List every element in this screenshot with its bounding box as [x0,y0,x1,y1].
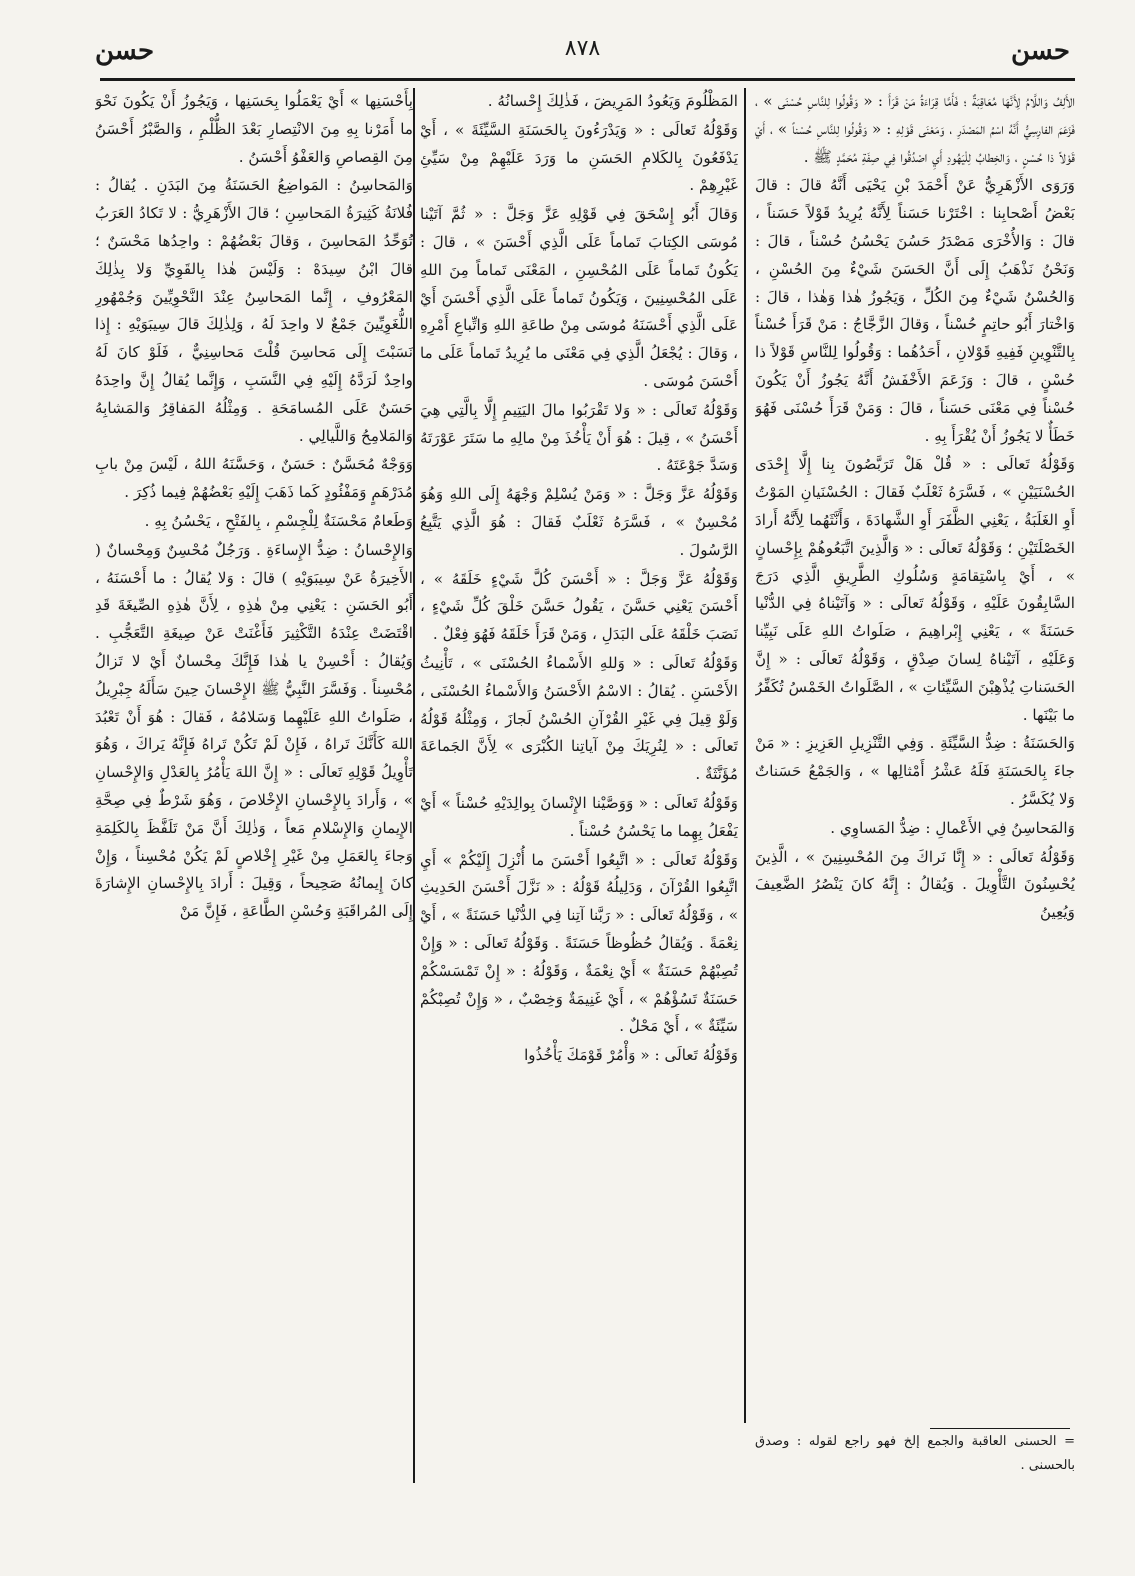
paragraph: وَقَوْلُهُ تَعالَى : « وَأْمُرْ قَوْمَكَ يَأْخُذُوا [524,1046,738,1065]
footnote: = الحسنى العاقبة والجمع إلخ فهو راجع لقوله : وصدق بالحسنى . [755,1434,1075,1473]
paragraph: وَقَوْلُهُ تَعالَى : « وَيَدْرَءُونَ بِالحَسَنَةِ السَّيِّئَةَ » ، أَيْ يَدْفَعُونَ بِالكَلامِ الحَسَنِ ما وَرَدَ عَلَيْهِمْ مِنْ سَيِّئِ غَيْرِهِمْ . [420,120,738,195]
running-head-left-word: حسن [95,36,155,66]
column-middle [420,88,738,1483]
column-left [95,88,413,1483]
paragraph: وَالمَحاسِنُ فِي الأَعْمالِ : ضِدُّ المَساوِي . [830,818,1075,837]
paragraph: وَقَوْلُهُ عَزَّ وَجَلَّ : « أَحْسَنَ كُلَّ شَيْءٍ خَلَقَهُ » ، أَحْسَنَ يَعْنِي حَسَّنَ ، يَقُولُ حَسَّنَ خَلْقَ كُلِّ شَيْءٍ ، نَصَبَ خَلْقَهُ عَلَى البَدَلِ ، وَمَنْ قَرَأَ خَلَقَهُ فَهُوَ فِعْلٌ . [420,569,738,644]
paragraph: وَالمَحاسِنُ : المَواضِعُ الحَسَنَةُ مِنَ البَدَنِ . يُقالُ : فُلانَةُ كَثِيرَةُ المَحاسِنِ ؛ قالَ الأَزْهَرِيُّ : لا تَكادُ العَرَبُ تُوَحِّدُ المَحاسِنَ ، وَقالَ بَعْضُهُمْ : واحِدُها مَحْسَنٌ ؛ قالَ ابْنُ سِيدَهْ : وَلَيْسَ هٰذا بِالقَوِيِّ وَلا بِذٰلِكَ المَعْرُوفِ ، إِنَّما المَحاسِنُ عِنْدَ النَّحْوِيِّينَ وَجُمْهُورِ اللُّغَوِيِّينَ جَمْعٌ لا واحِدَ لَهُ ، وَلِذٰلِكَ قالَ سِيبَوَيْهِ : إِذا نَسَبْتَ إِلَى مَحاسِنَ قُلْتَ مَحاسِنِيٌّ ، فَلَوْ كانَ لَهُ واحِدٌ لَرَدَّهُ إِلَيْهِ فِي النَّسَبِ ، وَإِنَّما يُقالُ إِنَّ واحِدَهُ حَسَنٌ عَلَى المُسامَحَةِ . وَمِثْلُهُ المَفاقِرُ وَالمَشابِهُ وَالمَلامِحُ وَاللَّيالِي . [95,176,413,445]
paragraph: وَوَجْهٌ مُحَسَّنٌ : حَسَنٌ ، وَحَسَّنَهُ اللهُ ، لَيْسَ مِنْ بابِ مُدَرْهَمٍ وَمَفْئُودٍ كَما ذَهَبَ إِلَيْهِ بَعْضُهُمْ فِيما ذُكِرَ . [95,455,413,502]
running-head-right-word: حسن [1010,36,1070,66]
paragraph: وَقَوْلُهُ تَعالَى : « وَللهِ الأَسْماءُ الحُسْنَى » ، تَأْنِيثُ الأَحْسَنِ . يُقالُ : الاسْمُ الأَحْسَنُ وَالأَسْماءُ الحُسْنَى ، وَلَوْ قِيلَ فِي غَيْرِ القُرْآنِ الحُسْنُ لَجازَ ، وَمِثْلُهُ قَوْلُهُ تَعالَى : « لِنُرِيَكَ مِنْ آياتِنا الكُبْرَى » لِأَنَّ الجَماعَةَ مُؤَنَّثَةٌ . [420,653,738,784]
column-rule [413,88,415,1483]
paragraph: وَرَوَى الأَزْهَرِيُّ عَنْ أَحْمَدَ بْنِ يَحْيَى أَنَّهُ قالَ : قالَ بَعْضُ أَصْحابِنا : اخْتَرْنا حَسَناً لِأَنَّهُ يُرِيدُ قَوْلاً حَسَناً ، قالَ : وَالأُخْرَى مَصْدَرُ حَسُنَ يَحْسُنُ حُسْناً ، قالَ : وَنَحْنُ نَذْهَبُ إِلَى أَنَّ الحَسَنَ شَيْءٌ مِنَ الحُسْنِ ، وَالحُسْنُ شَيْءٌ مِنَ الكُلِّ ، وَيَجُوزُ هٰذا وَهٰذا ، قالَ : وَاخْتارَ أَبُو حاتِمٍ حُسْناً ، وَقالَ الزَّجَّاجُ : مَنْ قَرَأَ حُسْناً بِالتَّنْوِينِ فَفِيهِ قَوْلانِ ، أَحَدُهُما : وَقُولُوا لِلنَّاسِ قَوْلاً ذا حُسْنٍ ، قالَ : وَزَعَمَ الأَخْفَشُ أَنَّهُ يَجُوزُ أَنْ يَكُونَ حُسْناً فِي مَعْنَى حَسَناً ، قالَ : وَمَنْ قَرَأَ حُسْنَى فَهُوَ خَطَأٌ لا يَجُوزُ أَنْ يُقْرَأَ بِهِ . [755,176,1075,445]
paragraph: الأَلِفُ وَاللَّامُ لِأَنَّهَا مُعَاقِبَةٌ ؛ فَأَمَّا قِرَاءَةُ مَنْ قَرَأَ : « وَقُولُوا لِلنَّاسِ حُسْنَى » ، فَزَعَمَ الفارِسِيُّ أَنَّهُ اسْمُ المَصْدَرِ ، وَمَعْنَى قَوْلِهِ : « وَقُولُوا لِلنَّاسِ حُسْناً » ، أَيْ قَوْلاً ذا حُسْنٍ ، وَالخِطابُ لِلْيَهُودِ أَيِ اصْدُقُوا فِي صِفَةِ مُحَمَّدٍ ﷺ . [755,92,1075,166]
paragraph: وَالحَسَنَةُ : ضِدُّ السَّيِّئَةِ . وَفِي التَّنْزِيلِ العَزِيزِ : « مَنْ جاءَ بِالحَسَنَةِ فَلَهُ عَشْرُ أَمْثالِها » ، وَالجَمْعُ حَسَناتٌ وَلا يُكَسَّرُ . [755,734,1075,808]
paragraph: وَقَوْلُهُ تَعالَى : « اتَّبِعُوا أَحْسَنَ ما أُنْزِلَ إِلَيْكُمْ » أَيِ اتَّبِعُوا القُرْآنَ ، وَدَلِيلُهُ قَوْلُهُ : « نَزَّلَ أَحْسَنَ الحَدِيثِ » ، وَقَوْلُهُ تَعالَى : « رَبَّنا آتِنا فِي الدُّنْيا حَسَنَةً » ، أَيْ نِعْمَةً . وَيُقالُ حُظُوظاً حَسَنَةً . وَقَوْلُهُ تَعالَى : « وَإِنْ تُصِبْهُمْ حَسَنَةٌ » أَيْ نِعْمَةٌ ، وَقَوْلُهُ : « إِنْ تَمْسَسْكُمْ حَسَنَةٌ تَسُؤْهُمْ » ، أَيْ غَنِيمَةٌ وَخِصْبٌ ، « وَإِنْ تُصِبْكُمْ سَيِّئَةٌ » ، أَيْ مَحْلٌ . [420,850,738,1036]
paragraph: وَقَوْلُهُ تَعالَى : « وَلا تَقْرَبُوا مالَ اليَتِيمِ إِلَّا بِالَّتِي هِيَ أَحْسَنُ » ، قِيلَ : هُوَ أَنْ يَأْخُذَ مِنْ مالِهِ ما سَتَرَ عَوْرَتَهُ وَسَدَّ جَوْعَتَهُ . [420,400,738,475]
column-rule [744,88,746,1423]
paragraph: المَظْلُومَ وَيَعُودُ المَرِيضَ ، فَذٰلِكَ إِحْسانُهُ . [487,92,738,110]
header-rule [100,78,1075,81]
paragraph: وَقَوْلُهُ تَعالَى : « قُلْ هَلْ تَرَبَّصُونَ بِنا إِلَّا إِحْدَى الحُسْنَيَيْنِ » ، فَسَّرَهُ ثَعْلَبٌ فَقالَ : الحُسْنَيانِ المَوْتُ أَوِ الغَلَبَةُ ، يَعْنِي الظَّفَرَ أَوِ الشَّهادَةَ ، وَأَنَّثَهُما لِأَنَّهُ أَرادَ الخَصْلَتَيْنِ ؛ وَقَوْلُهُ تَعالَى : « وَالَّذِينَ اتَّبَعُوهُمْ بِإِحْسانٍ » ، أَيْ بِاسْتِقامَةٍ وَسُلُوكِ الطَّرِيقِ الَّذِي دَرَجَ السَّابِقُونَ عَلَيْهِ ، وَقَوْلُهُ تَعالَى : « وَآتَيْناهُ فِي الدُّنْيا حَسَنَةً » ، يَعْنِي إِبْراهِيمَ ، صَلَواتُ اللهِ عَلَى نَبِيِّنا وَعَلَيْهِ ، آتَيْناهُ لِسانَ صِدْقٍ ، وَقَوْلُهُ تَعالَى : « إِنَّ الحَسَناتِ يُذْهِبْنَ السَّيِّئاتِ » ، الصَّلَواتُ الخَمْسُ تُكَفِّرُ ما بَيْنَها . [755,455,1075,724]
page-number: ٨٧٨ [564,36,601,61]
paragraph: وَقَوْلُهُ تَعالَى : « وَوَصَّيْنا الإِنْسانَ بِوالِدَيْهِ حُسْناً » أَيْ يَفْعَلُ بِهِما ما يَحْسُنُ حُسْناً . [420,793,738,840]
paragraph: وَقَوْلُهُ تَعالَى : « إِنَّا نَراكَ مِنَ المُحْسِنِينَ » ، الَّذِينَ يُحْسِنُونَ التَّأْوِيلَ . وَيُقالُ : إِنَّهُ كانَ يَنْصُرُ الضَّعِيفَ وَيُعِينُ [755,847,1075,922]
paragraph: وَقالَ أَبُو إِسْحَقَ فِي قَوْلِهِ عَزَّ وَجَلَّ : « ثُمَّ آتَيْنا مُوسَى الكِتابَ تَماماً عَلَى الَّذِي أَحْسَنَ » ، قالَ : يَكُونُ تَماماً عَلَى المُحْسِنِ ، المَعْنَى تَماماً مِنَ اللهِ عَلَى المُحْسِنِينَ ، وَيَكُونُ تَماماً عَلَى الَّذِي أَحْسَنَ أَيْ عَلَى الَّذِي أَحْسَنَهُ مُوسَى مِنْ طاعَةِ اللهِ وَاتِّباعِ أَمْرِهِ ، وَقالَ : يُجْعَلُ الَّذِي فِي مَعْنَى ما يُرِيدُ تَماماً عَلَى ما أَحْسَنَ مُوسَى . [420,205,738,390]
running-head [95,36,1070,76]
paragraph: وَطَعامٌ مَحْسَنَةٌ لِلْجِسْمِ ، بِالفَتْحِ ، يَحْسُنُ بِهِ . [144,511,413,530]
column-right [755,88,1075,1423]
paragraph: وَالإِحْسانُ : ضِدُّ الإِساءَةِ . وَرَجُلٌ مُحْسِنٌ وَمِحْسانٌ ( الأَخِيرَةُ عَنْ سِيبَوَيْهِ ) قالَ : وَلا يُقالُ : ما أَحْسَنَهُ ، أَبُو الحَسَنِ : يَعْنِي مِنْ هٰذِهِ ، لِأَنَّ هٰذِهِ الصِّيغَةَ قَدِ اقْتَضَتْ عِنْدَهُ التَّكْثِيرَ فَأَغْنَتْ عَنْ صِيغَةِ التَّعَجُّبِ . وَيُقالُ : أَحْسِنْ يا هٰذا فَإِنَّكَ مِحْسانٌ أَيْ لا تَزالُ مُحْسِناً . وَفَسَّرَ النَّبِيُّ ﷺ الإِحْسانَ حِينَ سَأَلَهُ جِبْرِيلُ ، صَلَواتُ اللهِ عَلَيْهِما وَسَلامُهُ ، فَقالَ : هُوَ أَنْ تَعْبُدَ اللهَ كَأَنَّكَ تَراهُ ، فَإِنْ لَمْ تَكُنْ تَراهُ فَإِنَّهُ يَراكَ ، وَهُوَ تَأْوِيلُ قَوْلِهِ تَعالَى : « إِنَّ اللهَ يَأْمُرُ بِالعَدْلِ وَالإِحْسانِ » ، وَأَرادَ بِالإِحْسانِ الإِخْلاصَ ، وَهُوَ شَرْطٌ فِي صِحَّةِ الإِيمانِ وَالإِسْلامِ مَعاً ، وَذٰلِكَ أَنَّ مَنْ تَلَفَّظَ بِالكَلِمَةِ وَجاءَ بِالعَمَلِ مِنْ غَيْرِ إِخْلاصٍ لَمْ يَكُنْ مُحْسِناً ، وَإِنْ كانَ إِيمانُهُ صَحِيحاً ، وَقِيلَ : أَرادَ بِالإِحْسانِ الإِشارَةَ إِلَى المُراقَبَةِ وَحُسْنِ الطَّاعَةِ ، فَإِنَّ مَنْ [95,540,413,921]
footnote-rule [930,1428,1070,1429]
paragraph: بِأَحْسَنِها » أَيْ يَعْمَلُوا بِحَسَنِها ، وَيَجُوزُ أَنْ يَكُونَ نَحْوَ ما أَمَرْنا بِهِ مِنَ الانْتِصارِ بَعْدَ الظُّلْمِ ، وَالصَّبْرُ أَحْسَنُ مِنَ القِصاصِ وَالعَفْوُ أَحْسَنُ . [95,92,413,166]
paragraph: وَقَوْلُهُ عَزَّ وَجَلَّ : « وَمَنْ يُسْلِمْ وَجْهَهُ إِلَى اللهِ وَهُوَ مُحْسِنٌ » ، فَسَّرَهُ ثَعْلَبٌ فَقالَ : هُوَ الَّذِي يَتَّبِعُ الرَّسُولَ . [420,485,738,559]
